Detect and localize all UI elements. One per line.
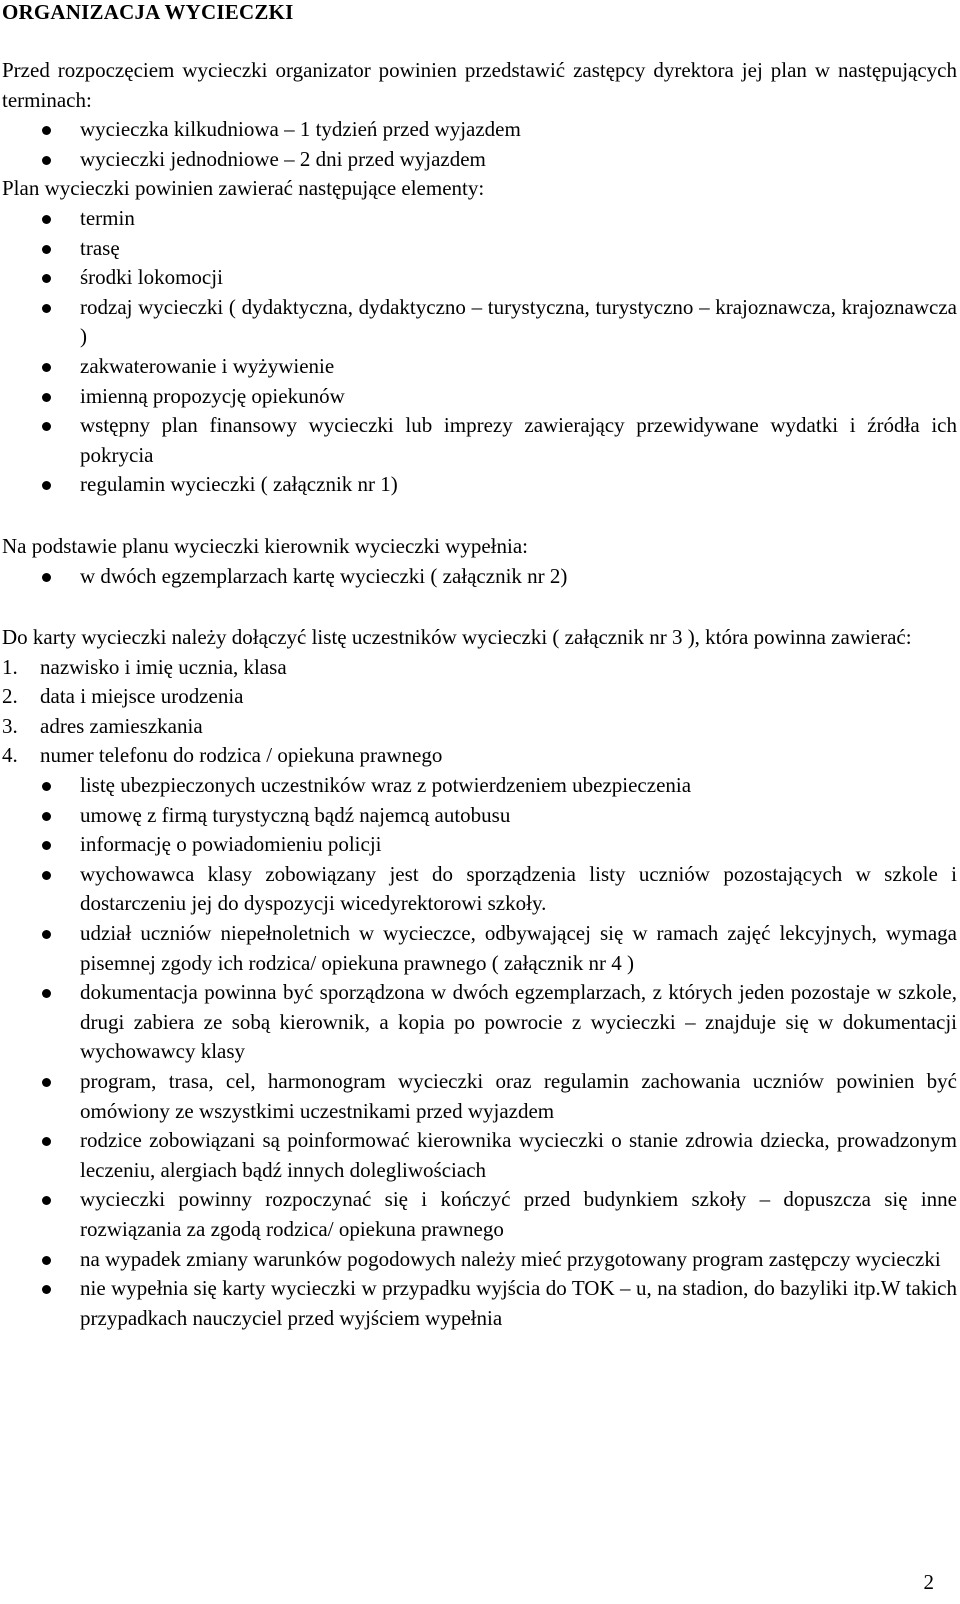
list-item xyxy=(2,860,957,919)
item-number: 1. xyxy=(2,654,18,679)
list-item-text: rodzaj wycieczki ( dydaktyczna, dydaktyczno – turystyczna, turystyczno – krajoznawcza, krajoznawcza ) xyxy=(80,294,957,349)
final-items-list xyxy=(2,771,957,1333)
list-item xyxy=(2,293,957,352)
list-item-text: środki lokomocji xyxy=(80,265,223,290)
list-item xyxy=(2,1245,957,1275)
bullet-icon xyxy=(42,1285,51,1294)
list-item-text: imienną propozycję opiekunów xyxy=(80,383,345,408)
list-item xyxy=(2,801,957,831)
list-item-text: termin xyxy=(80,205,135,230)
document-body xyxy=(2,56,957,1333)
list-item xyxy=(2,1126,957,1185)
list-item-text: umowę z firmą turystyczną bądź najemcą autobusu xyxy=(80,802,511,827)
numbered-item xyxy=(2,712,957,742)
list-item-text: dokumentacja powinna być sporządzona w dwóch egzemplarzach, z których jeden pozostaje w szkole, drugi zabiera ze sobą kierownik, a kopia po powrocie z wycieczki – znajduje się w dokumentacji wychowawcy klasy xyxy=(80,980,957,1064)
bullet-icon xyxy=(42,215,51,224)
list-item-text: wycieczka kilkudniowa – 1 tydzień przed wyjazdem xyxy=(80,117,521,142)
list-item-text: regulamin wycieczki ( załącznik nr 1) xyxy=(80,472,398,497)
list-item-text: rodzice zobowiązani są poinformować kierownika wycieczki o stanie zdrowia dziecka, prowadzonym leczeniu, alergiach bądź innych dolegliwościach xyxy=(80,1128,957,1182)
numbered-item xyxy=(2,682,957,712)
bullet-icon xyxy=(42,812,51,821)
list-item-text: informację o powiadomieniu policji xyxy=(80,832,382,857)
list-item xyxy=(2,263,957,293)
terms-list xyxy=(2,115,957,174)
list-item xyxy=(2,1274,957,1333)
list-item-text: wstępny plan finansowy wycieczki lub imprezy zawierający przewidywane wydatki i źródła ich pokrycia xyxy=(80,413,957,467)
numbered-item-text: nazwisko i imię ucznia, klasa xyxy=(40,654,287,679)
list-item xyxy=(2,204,957,234)
bullet-icon xyxy=(42,1196,51,1205)
bullet-icon xyxy=(42,1078,51,1087)
list-item xyxy=(2,562,957,592)
item-number: 4. xyxy=(2,743,18,768)
bullet-icon xyxy=(42,245,51,254)
list-item xyxy=(2,145,957,175)
list-item xyxy=(2,771,957,801)
bullet-icon xyxy=(42,782,51,791)
plan-heading: Plan wycieczki powinien zawierać następujące elementy: xyxy=(2,176,485,201)
bullet-icon xyxy=(42,274,51,283)
item-number: 2. xyxy=(2,684,18,709)
list-item xyxy=(2,830,957,860)
list-item-text: udział uczniów niepełnoletnich w wycieczce, odbywającej się w ramach zajęć lekcyjnych, wymaga pisemnej zgody ich rodzica/ opiekuna prawnego ( załącznik nr 4 ) xyxy=(80,921,957,975)
list-item-text: na wypadek zmiany warunków pogodowych należy mieć przygotowany program zastępczy wycieczki xyxy=(80,1246,941,1271)
list-item-text: program, trasa, cel, harmonogram wycieczki oraz regulamin zachowania uczniów powinien być omówiony ze wszystkimi uczestnikami przed wyjazdem xyxy=(80,1069,957,1123)
card-heading: Na podstawie planu wycieczki kierownik wycieczki wypełnia: xyxy=(2,533,528,558)
document-title: ORGANIZACJA WYCIECZKI xyxy=(2,0,294,24)
numbered-item-text: data i miejsce urodzenia xyxy=(40,684,244,709)
bullet-icon xyxy=(42,126,51,135)
numbered-list xyxy=(2,653,957,771)
bullet-icon xyxy=(42,573,51,582)
plan-items-list xyxy=(2,204,957,500)
bullet-icon xyxy=(42,363,51,372)
list-item xyxy=(2,352,957,382)
participants-list-intro: Do karty wycieczki należy dołączyć listę uczestników wycieczki ( załącznik nr 3 ), która powinna zawierać: xyxy=(2,625,912,650)
bullet-icon xyxy=(42,1137,51,1146)
list-item-text: listę ubezpieczonych uczestników wraz z potwierdzeniem ubezpieczenia xyxy=(80,773,692,798)
list-item xyxy=(2,382,957,412)
list-item xyxy=(2,919,957,978)
list-item-text: wycieczki jednodniowe – 2 dni przed wyjazdem xyxy=(80,146,486,171)
page-number: 2 xyxy=(923,1570,934,1594)
bullet-icon xyxy=(42,930,51,939)
list-item-text: w dwóch egzemplarzach kartę wycieczki ( załącznik nr 2) xyxy=(80,563,568,588)
list-item-text: trasę xyxy=(80,235,120,260)
bullet-icon xyxy=(42,841,51,850)
list-item xyxy=(2,1067,957,1126)
bullet-icon xyxy=(42,304,51,313)
intro-paragraph: Przed rozpoczęciem wycieczki organizator powinien przedstawić zastępcy dyrektora jej plan w następujących terminach: xyxy=(2,58,957,112)
card-items-list xyxy=(2,562,957,592)
list-item-text: wychowawca klasy zobowiązany jest do sporządzenia listy uczniów pozostających w szkole i dostarczeniu jej do dyspozycji wicedyrektorowi szkoły. xyxy=(80,861,957,916)
spacer xyxy=(2,591,957,623)
list-item xyxy=(2,470,957,500)
list-item-text: wycieczki powinny rozpoczynać się i kończyć przed budynkiem szkoły – dopuszcza się inne rozwiązania za zgodą rodzica/ opiekuna prawnego xyxy=(80,1187,957,1241)
bullet-icon xyxy=(42,481,51,490)
list-item-text: nie wypełnia się karty wycieczki w przypadku wyjścia do TOK – u, na stadion, do bazyliki itp.W takich przypadkach nauczyciel przed wyjściem wypełnia xyxy=(80,1276,957,1330)
bullet-icon xyxy=(42,871,51,880)
bullet-icon xyxy=(42,422,51,431)
bullet-icon xyxy=(42,393,51,402)
list-item-text: zakwaterowanie i wyżywienie xyxy=(80,353,335,378)
list-item xyxy=(2,411,957,470)
numbered-item xyxy=(2,741,957,771)
numbered-item xyxy=(2,653,957,683)
bullet-icon xyxy=(42,989,51,998)
bullet-icon xyxy=(42,156,51,165)
list-item xyxy=(2,115,957,145)
item-number: 3. xyxy=(2,713,18,738)
numbered-item-text: adres zamieszkania xyxy=(40,713,203,738)
list-item xyxy=(2,978,957,1067)
numbered-item-text: numer telefonu do rodzica / opiekuna prawnego xyxy=(40,743,443,768)
bullet-icon xyxy=(42,1256,51,1265)
spacer xyxy=(2,500,957,532)
list-item xyxy=(2,1185,957,1244)
list-item xyxy=(2,234,957,264)
